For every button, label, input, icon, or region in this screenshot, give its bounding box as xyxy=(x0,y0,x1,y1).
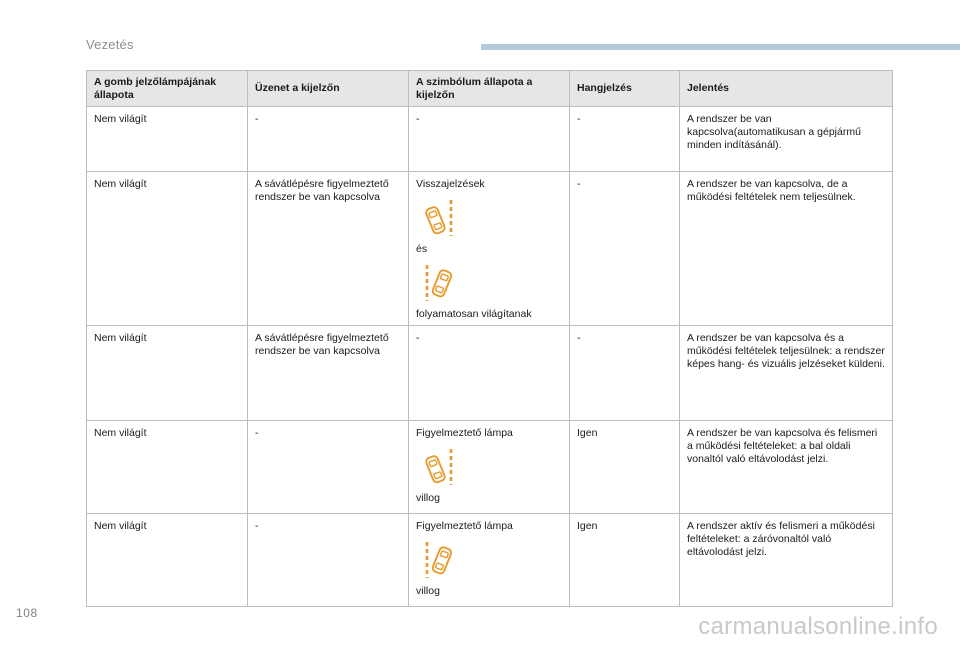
table-row xyxy=(87,326,893,421)
cell-meaning: A rendszer be van kapcsolva(automatikusan a gépjármű minden indításánál). xyxy=(680,107,893,172)
symbol-state-text: Visszajelzések xyxy=(416,178,485,190)
cell-button-lamp: Nem világít xyxy=(87,514,248,607)
cell-meaning: A rendszer be van kapcsolva, de a működési feltételek nem teljesülnek. xyxy=(680,172,893,326)
header-meaning: Jelentés xyxy=(680,71,893,107)
cell-symbol-state: - xyxy=(409,107,570,172)
section-title: Vezetés xyxy=(86,37,134,52)
cell-button-lamp: Nem világít xyxy=(87,107,248,172)
page-number: 108 xyxy=(16,606,38,620)
table-row xyxy=(87,107,893,172)
header-button-lamp: A gomb jelzőlámpájának állapota xyxy=(87,71,248,107)
symbol-state-text: Figyelmeztető lámpa xyxy=(416,427,513,439)
table-row xyxy=(87,421,893,514)
symbol-state-suffix: folyamatosan világítanak xyxy=(416,308,532,320)
cell-symbol-state xyxy=(409,421,570,514)
cell-symbol-state xyxy=(409,514,570,607)
cell-sound: - xyxy=(570,326,680,421)
header-symbol-state: A szimbólum állapota a kijelzőn xyxy=(409,71,570,107)
lane-departure-right-icon xyxy=(416,533,562,585)
cell-sound: Igen xyxy=(570,421,680,514)
header-message: Üzenet a kijelzőn xyxy=(248,71,409,107)
cell-sound: Igen xyxy=(570,514,680,607)
cell-symbol-state: - xyxy=(409,326,570,421)
table-row xyxy=(87,514,893,607)
cell-sound: - xyxy=(570,107,680,172)
cell-meaning: A rendszer aktív és felismeri a működési feltételeket: a záróvonaltól való eltávolodást jelzi. xyxy=(680,514,893,607)
table-row xyxy=(87,172,893,326)
symbol-state-text: Figyelmeztető lámpa xyxy=(416,520,513,532)
lane-departure-left-icon xyxy=(416,191,562,243)
cell-meaning: A rendszer be van kapcsolva és a működési feltételek teljesülnek: a rendszer képes hang- és vizuális jelzéseket küldeni. xyxy=(680,326,893,421)
cell-meaning: A rendszer be van kapcsolva és felismeri a működési feltételeket: a bal oldali vonaltól való eltávolodást jelzi. xyxy=(680,421,893,514)
cell-message: - xyxy=(248,107,409,172)
symbol-state-suffix: villog xyxy=(416,585,440,597)
cell-sound: - xyxy=(570,172,680,326)
cell-message: A sávátlépésre figyelmeztető rendszer be van kapcsolva xyxy=(248,326,409,421)
cell-message: - xyxy=(248,421,409,514)
lane-departure-left-icon xyxy=(416,440,562,492)
symbol-state-connector: és xyxy=(416,243,428,255)
cell-button-lamp: Nem világít xyxy=(87,326,248,421)
cell-message: - xyxy=(248,514,409,607)
table-header-row xyxy=(87,71,893,107)
cell-button-lamp: Nem világít xyxy=(87,421,248,514)
cell-symbol-state xyxy=(409,172,570,326)
watermark: carmanualsonline.info xyxy=(698,613,938,640)
header-accent-bar xyxy=(481,44,960,50)
cell-message: A sávátlépésre figyelmeztető rendszer be van kapcsolva xyxy=(248,172,409,326)
header-sound: Hangjelzés xyxy=(570,71,680,107)
cell-button-lamp: Nem világít xyxy=(87,172,248,326)
lane-departure-right-icon xyxy=(416,256,562,308)
symbol-state-suffix: villog xyxy=(416,492,440,504)
lane-departure-status-table xyxy=(86,70,893,607)
